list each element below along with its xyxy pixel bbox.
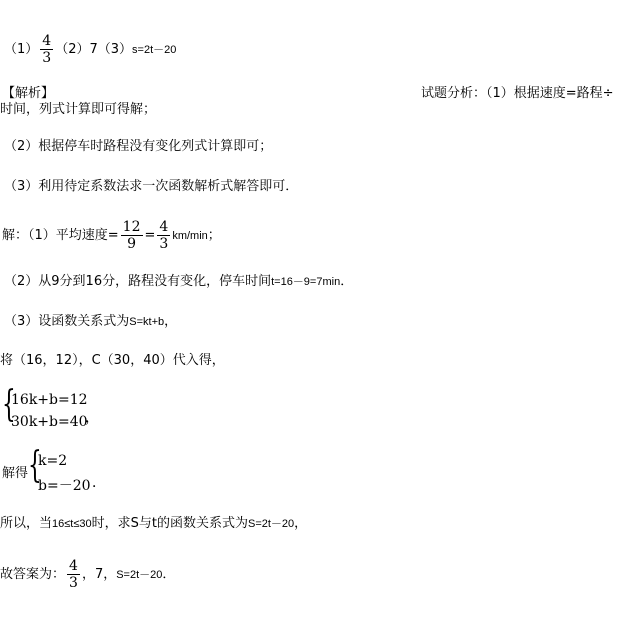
fraction-numerator: 4 <box>69 558 78 574</box>
line-end: ， <box>164 314 178 329</box>
speed-fraction-1 <box>121 219 143 252</box>
answer-part1-label: （1） <box>4 42 39 57</box>
equals-sign: = <box>144 228 156 243</box>
final-answer-fraction <box>67 558 80 591</box>
function-expression: S=kt+b <box>129 316 165 328</box>
fraction-numerator: 12 <box>122 219 141 235</box>
solution-setup-text: （3）设函数关系式为 <box>4 314 130 329</box>
fraction-denominator: 3 <box>69 575 78 591</box>
system-1-eq-2: 30k+b=40 <box>11 414 88 430</box>
speed-unit: km/min <box>172 230 208 242</box>
stop-time-expression: t=16－9=7min <box>271 276 341 288</box>
fraction-numerator: 4 <box>42 33 52 49</box>
solution-line-7 <box>0 558 175 591</box>
fraction-denominator: 3 <box>42 50 52 66</box>
solution-stop-text: （2）从9分到16分，路程没有变化，停车时间 <box>4 274 272 289</box>
fraction-numerator: 4 <box>159 219 169 235</box>
analysis-line-4: （3）利用待定系数法求一次函数解析式解答即可． <box>4 179 299 194</box>
answer-line <box>4 33 176 66</box>
fraction-denominator: 3 <box>159 236 169 252</box>
analysis-line-2: 时间，列式计算即可得解； <box>0 102 157 117</box>
solved-prefix: 解得 <box>2 466 29 481</box>
solution-speed-prefix: 解：（1）平均速度= <box>2 228 119 243</box>
analysis-heading: 【解析】 <box>2 86 55 101</box>
fraction-denominator: 9 <box>127 236 137 252</box>
conclusion-prefix: 所以，当 <box>0 516 53 531</box>
answer-s-expression: s=2t－20 <box>132 44 177 56</box>
line-end: ， <box>294 516 308 531</box>
system-2-end: ． <box>92 475 106 491</box>
solution-line-2 <box>4 274 353 290</box>
line-end: ． <box>340 274 354 289</box>
line-end: ． <box>162 567 176 582</box>
system-brace: { <box>28 445 42 486</box>
system-1-end: ， <box>85 410 99 426</box>
analysis-intro: 试题分析：（1）根据速度=路程÷ <box>421 86 614 101</box>
system-brace: { <box>2 384 16 425</box>
final-answer-prefix: 故答案为： <box>0 567 66 582</box>
solution-line-4: 将（16，12），C（30，40）代入得， <box>0 353 225 368</box>
conclusion-text: 时，求S与t的函数关系式为 <box>91 516 248 531</box>
system-2-eq-1: k=2 <box>38 453 68 469</box>
final-answer-middle: ，7， <box>81 567 117 582</box>
final-answer-expression: S=2t－20 <box>116 569 163 581</box>
solution-line-3 <box>4 314 177 330</box>
speed-fraction-2 <box>157 219 170 252</box>
solution-line-6 <box>0 516 307 532</box>
domain-condition: 16≤t≤30 <box>52 518 92 530</box>
final-function-expression: S=2t－20 <box>247 518 295 530</box>
analysis-line-3: （2）根据停车时路程没有变化列式计算即可； <box>4 139 273 154</box>
line-end: ； <box>207 228 221 243</box>
system-2-eq-2: b=－20 <box>38 478 91 494</box>
solution-line-1 <box>2 219 221 252</box>
answer-fraction-1 <box>40 33 53 66</box>
answer-part2-label: （2）7（3） <box>55 42 133 57</box>
system-1-eq-1: 16k+b=12 <box>11 392 88 408</box>
